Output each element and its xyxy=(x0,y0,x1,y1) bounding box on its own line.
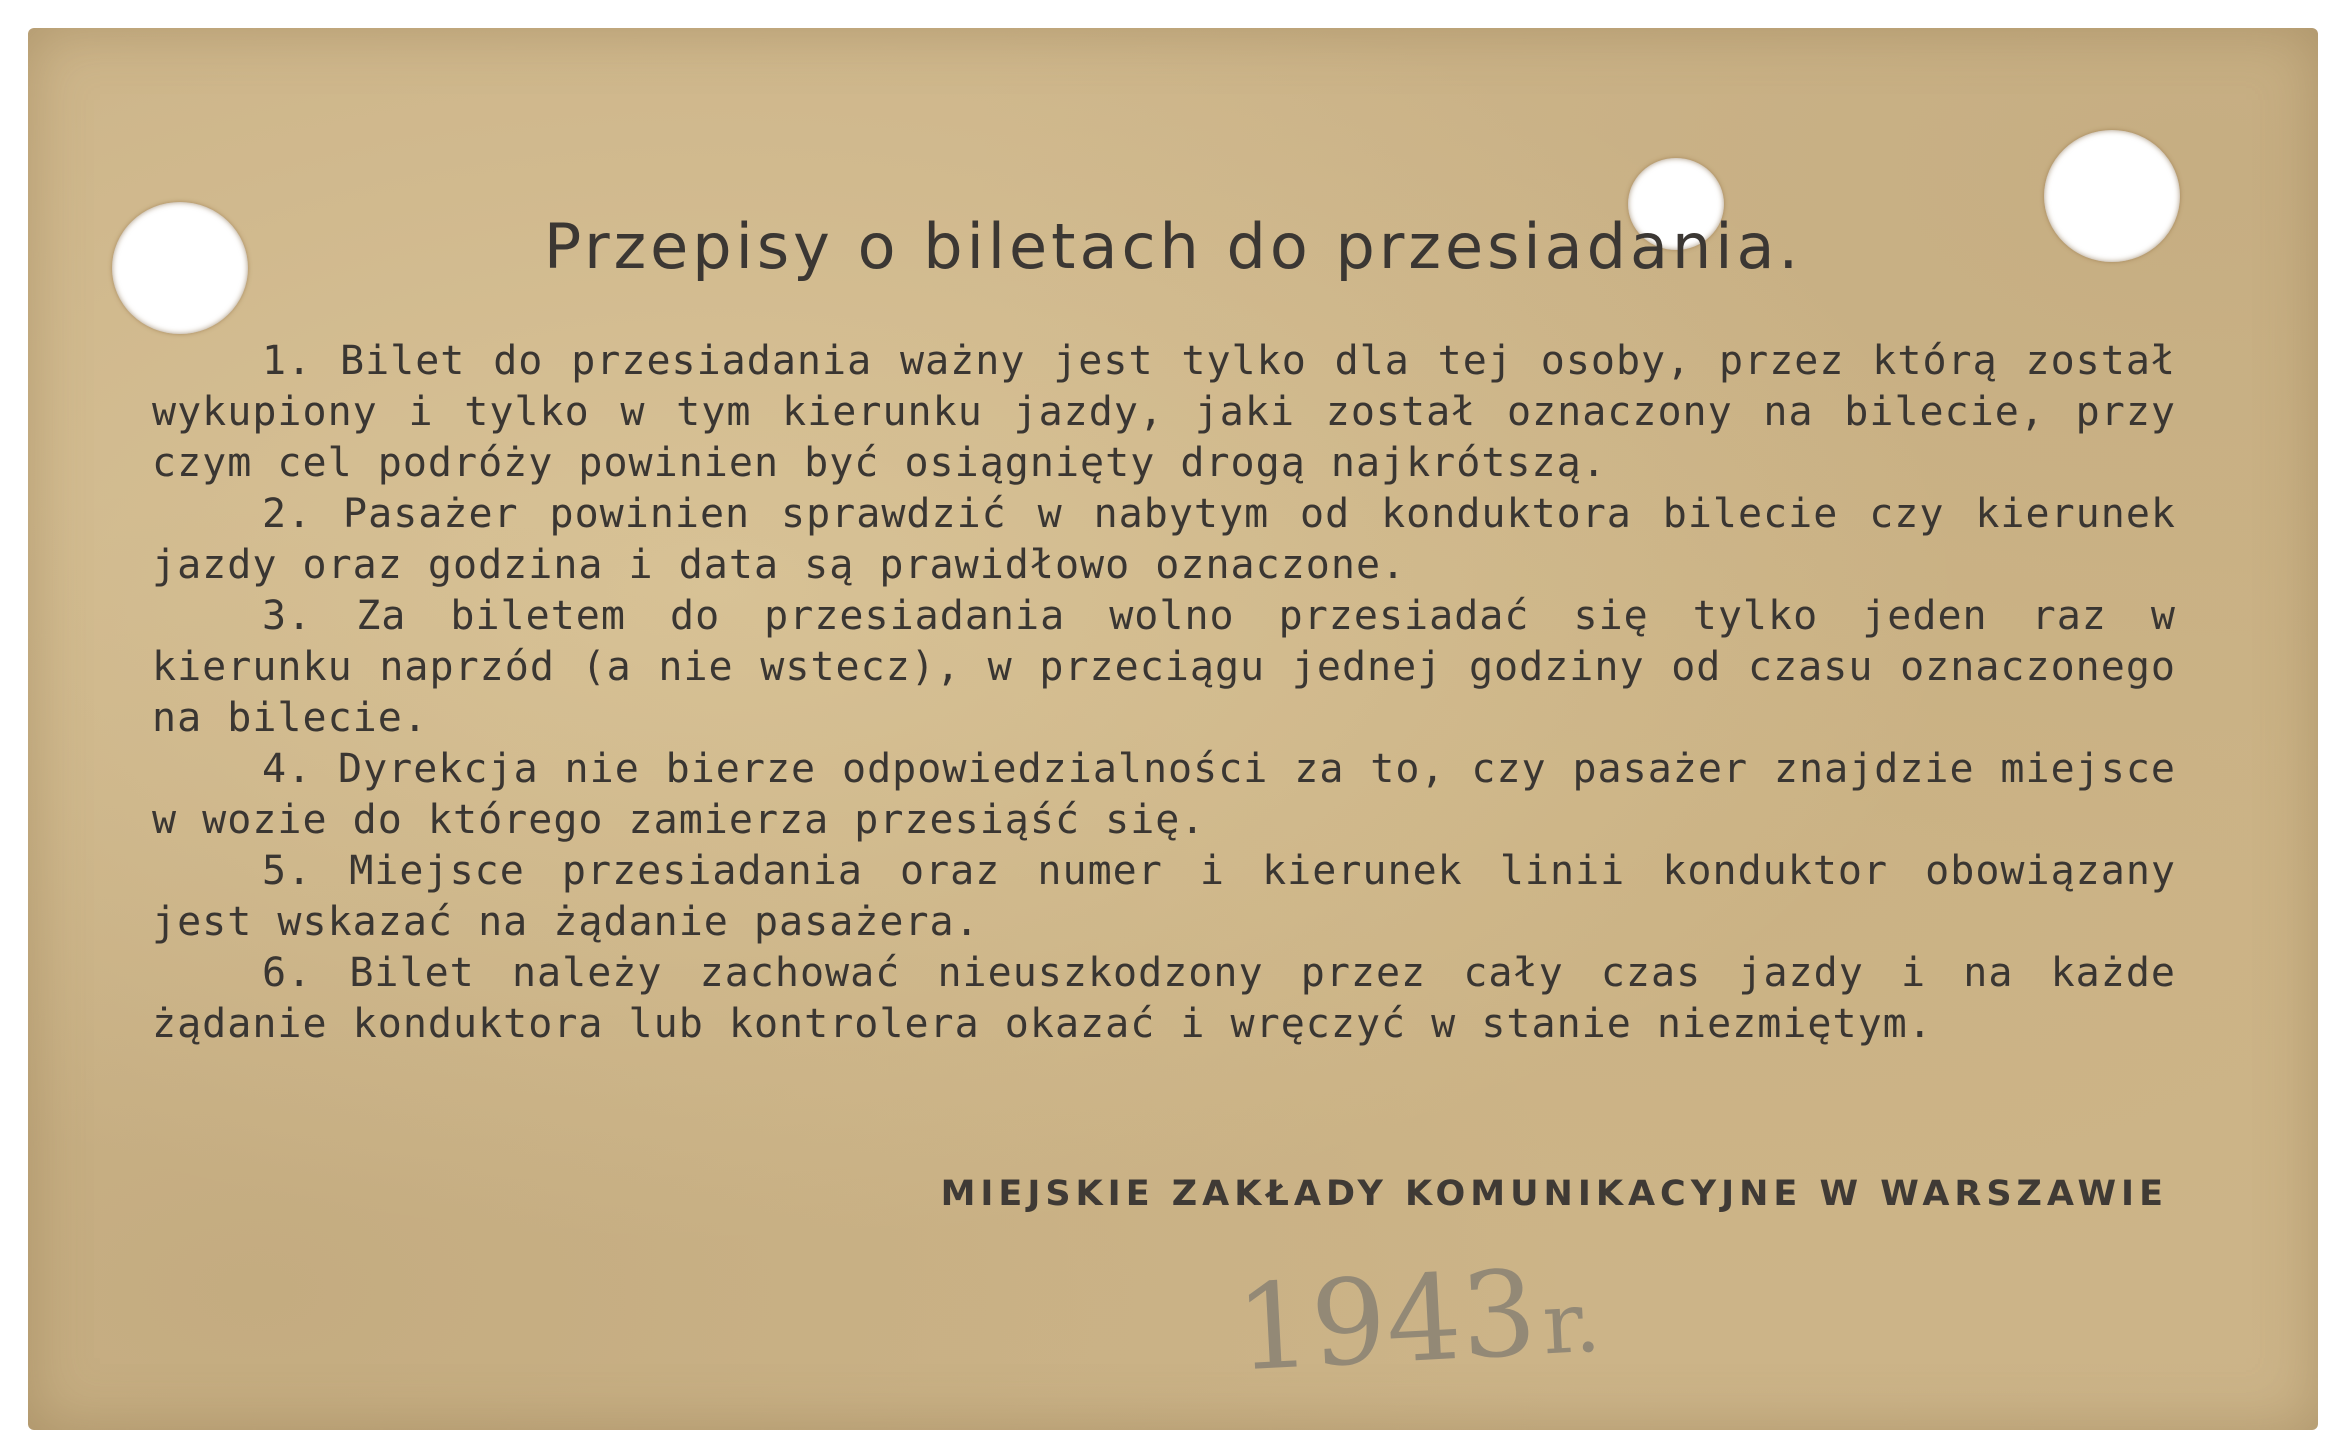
rule-item: 2. Pasażer powinien sprawdzić w nabytym od konduktora bilecie czy kierunek jazdy oraz godzina i data są prawidłowo oznaczone. xyxy=(152,491,2176,588)
rules-list xyxy=(152,336,2176,1050)
rule-item: 1. Bilet do przesiadania ważny jest tylko dla tej osoby, przez którą został wykupiony i tylko w tym kierunku jazdy, jaki został oznaczony na bilecie, przy czym cel podróży powinien być osiągnięty drogą najkrótszą. xyxy=(152,338,2176,486)
issuer-name: MIEJSKIE ZAKŁADY KOMUNIKACYJNE W WARSZAWIE xyxy=(940,1174,2168,1214)
transfer-ticket-back xyxy=(28,28,2318,1430)
rule-item: 4. Dyrekcja nie bierze odpowiedzialności za to, czy pasażer znajdzie miejsce w wozie do którego zamierza przesiąść się. xyxy=(152,746,2176,843)
handwritten-year-note xyxy=(1233,1241,1604,1398)
rule-item: 5. Miejsce przesiadania oraz numer i kierunek linii konduktor obowiązany jest wskazać na żądanie pasażera. xyxy=(152,848,2176,945)
handwritten-year-suffix: r. xyxy=(1540,1272,1603,1374)
ticket-title: Przepisy o biletach do przesiadania. xyxy=(543,210,1803,283)
rule-item: 6. Bilet należy zachować nieuszkodzony przez cały czas jazdy i na każde żądanie konduktora lub kontrolera okazać i wręczyć w stanie niezmiętym. xyxy=(152,950,2176,1047)
handwritten-year: 1943 xyxy=(1232,1243,1540,1398)
rule-item: 3. Za biletem do przesiadania wolno przesiadać się tylko jeden raz w kierunku naprzód (a nie wstecz), w przeciągu jednej godziny od czasu oznaczonego na bilecie. xyxy=(152,593,2176,741)
